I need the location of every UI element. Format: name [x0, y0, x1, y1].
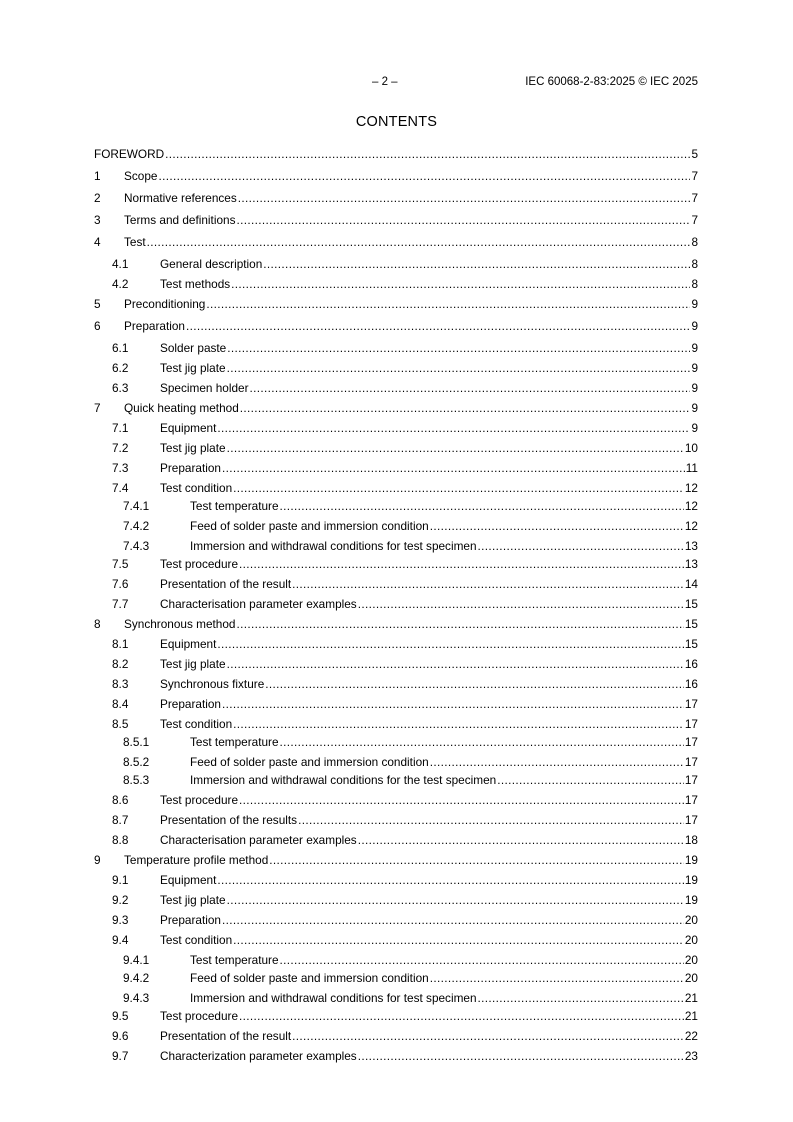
toc-entry-title: Temperature profile method: [124, 853, 269, 867]
toc-entry-title: Test jig plate: [160, 893, 226, 907]
toc-entry-number: 4.1: [112, 257, 129, 271]
toc-entry[interactable]: [94, 675, 698, 691]
dot-leader: [239, 557, 684, 571]
dot-leader: [236, 213, 690, 227]
toc-entry-title: Test jig plate: [160, 361, 226, 375]
toc-entry-title: Test procedure: [160, 557, 239, 571]
page-number: – 2 –: [372, 76, 398, 88]
toc-entry[interactable]: [94, 379, 698, 395]
toc-entry-page: 23: [684, 1049, 698, 1063]
toc-entry-number: 9.2: [112, 893, 129, 907]
toc-entry[interactable]: [94, 1027, 698, 1043]
toc-entry-page: 7: [691, 213, 698, 227]
toc-entry-title: Test jig plate: [160, 441, 226, 455]
toc-entry-number: 6.1: [112, 341, 129, 355]
toc-entry[interactable]: [94, 339, 698, 355]
dot-leader: [227, 657, 684, 671]
toc-entry-title: Test temperature: [190, 499, 279, 513]
toc-entry-number: 7.2: [112, 441, 129, 455]
toc-entry-page: 9: [691, 319, 698, 333]
toc-entry-number: 9: [94, 853, 101, 867]
toc-entry[interactable]: [94, 497, 698, 513]
toc-entry[interactable]: [94, 911, 698, 927]
toc-entry-title: Preparation: [160, 697, 221, 711]
toc-entry-number: 5: [94, 297, 101, 311]
toc-entry-page: 14: [684, 577, 698, 591]
toc-entry-title: Test procedure: [160, 793, 239, 807]
dot-leader: [233, 481, 684, 495]
dot-leader: [239, 793, 684, 807]
toc-entry-title: Immersion and withdrawal conditions for test specimen: [190, 991, 477, 1005]
dot-leader: [186, 319, 690, 333]
toc-entry[interactable]: [94, 695, 698, 711]
toc-entry-page: 7: [691, 169, 698, 183]
toc-entry-number: 7.4.3: [123, 539, 150, 553]
toc-entry-page: 20: [684, 933, 698, 947]
toc-entry-number: 8: [94, 617, 101, 631]
toc-entry-page: 9: [691, 341, 698, 355]
toc-entry-page: 5: [691, 147, 698, 161]
toc-entry[interactable]: [94, 851, 698, 867]
toc-entry-title: Test temperature: [190, 735, 279, 749]
dot-leader: [158, 169, 690, 183]
toc-entry-number: 8.5.1: [123, 735, 150, 749]
toc-entry-number: 4: [94, 235, 101, 249]
page-header: [0, 76, 793, 92]
toc-entry-title: Presentation of the results: [160, 813, 298, 827]
toc-entry-title: Test methods: [160, 277, 231, 291]
toc-entry-number: 9.7: [112, 1049, 129, 1063]
dot-leader: [430, 755, 684, 769]
toc-entry-page: 7: [691, 191, 698, 205]
toc-entry-page: 20: [684, 953, 698, 967]
toc-entry-title: Presentation of the result: [160, 1029, 292, 1043]
toc-entry-number: 7.1: [112, 421, 129, 435]
toc-entry-title: Test condition: [160, 933, 233, 947]
dot-leader: [206, 297, 690, 311]
toc-entry[interactable]: [94, 871, 698, 887]
toc-entry-title: Test: [124, 235, 146, 249]
toc-entry-page: 9: [691, 421, 698, 435]
toc-entry-title: Test procedure: [160, 1009, 239, 1023]
toc-entry-page: 17: [684, 773, 698, 787]
toc-entry-page: 19: [684, 853, 698, 867]
toc-entry[interactable]: [94, 517, 698, 533]
toc-entry-page: 9: [691, 361, 698, 375]
toc-entry[interactable]: [94, 655, 698, 671]
dot-leader: [478, 539, 684, 553]
dot-leader: [292, 577, 684, 591]
toc-entry-number: 4.2: [112, 277, 129, 291]
toc-entry-page: 12: [684, 519, 698, 533]
dot-leader: [217, 637, 683, 651]
toc-entry-number: 9.4: [112, 933, 129, 947]
dot-leader: [280, 953, 684, 967]
toc-entry-title: Preparation: [124, 319, 185, 333]
toc-entry[interactable]: [94, 317, 698, 333]
toc-entry-number: 8.7: [112, 813, 129, 827]
toc-entry-title: Immersion and withdrawal conditions for test specimen: [190, 539, 477, 553]
toc-entry-number: 9.4.3: [123, 991, 150, 1005]
toc-entry-page: 15: [684, 597, 698, 611]
toc-entry-title: Feed of solder paste and immersion condition: [190, 755, 429, 769]
dot-leader: [147, 235, 691, 249]
toc-entry-page: 12: [684, 499, 698, 513]
toc-entry-title: Normative references: [124, 191, 237, 205]
toc-entry[interactable]: [94, 167, 698, 183]
toc-entry-page: 20: [684, 913, 698, 927]
toc-entry-page: 9: [691, 401, 698, 415]
toc-entry-title: Synchronous method: [124, 617, 236, 631]
toc-entry-title: General description: [160, 257, 263, 271]
dot-leader: [269, 853, 684, 867]
toc-entry[interactable]: [94, 575, 698, 591]
dot-leader: [358, 1049, 684, 1063]
toc-entry-title: Preparation: [160, 913, 221, 927]
toc-entry-number: 8.6: [112, 793, 129, 807]
toc-entry-title: Synchronous fixture: [160, 677, 265, 691]
toc-entry-page: 17: [684, 755, 698, 769]
dot-leader: [217, 421, 690, 435]
dot-leader: [165, 147, 690, 161]
toc-entry[interactable]: [94, 733, 698, 749]
dot-leader: [358, 833, 684, 847]
toc-entry-title: Equipment: [160, 421, 217, 435]
toc-entry-number: 7.4: [112, 481, 129, 495]
dot-leader: [222, 697, 684, 711]
toc-entry-page: 15: [684, 617, 698, 631]
toc-entry-page: 20: [684, 971, 698, 985]
toc-entry[interactable]: [94, 419, 698, 435]
dot-leader: [233, 717, 684, 731]
toc-entry-title: Feed of solder paste and immersion condition: [190, 519, 429, 533]
toc-entry-title: Characterization parameter examples: [160, 1049, 357, 1063]
toc-entry[interactable]: [94, 189, 698, 205]
toc-entry-page: 16: [684, 657, 698, 671]
toc-entry-title: FOREWORD: [94, 147, 165, 161]
toc-entry[interactable]: [94, 1007, 698, 1023]
dot-leader: [222, 461, 685, 475]
toc-entry-number: 3: [94, 213, 101, 227]
toc-entry-page: 9: [691, 381, 698, 395]
dot-leader: [265, 677, 684, 691]
dot-leader: [430, 519, 684, 533]
toc-entry[interactable]: [94, 439, 698, 455]
toc-entry-page: 15: [684, 637, 698, 651]
toc-entry[interactable]: [94, 555, 698, 571]
toc-entry-page: 21: [684, 991, 698, 1005]
toc-entry-title: Quick heating method: [124, 401, 239, 415]
toc-entry-number: 9.6: [112, 1029, 129, 1043]
toc-entry-title: Specimen holder: [160, 381, 249, 395]
toc-entry-number: 7: [94, 401, 101, 415]
dot-leader: [240, 401, 691, 415]
toc-entry-title: Test condition: [160, 717, 233, 731]
toc-entry-number: 8.5.2: [123, 755, 150, 769]
toc-entry-page: 19: [684, 893, 698, 907]
toc-entry-number: 8.3: [112, 677, 129, 691]
toc-entry-number: 9.4.2: [123, 971, 150, 985]
toc-entry-number: 9.5: [112, 1009, 129, 1023]
toc-entry-page: 13: [684, 557, 698, 571]
toc-entry-number: 7.4.2: [123, 519, 150, 533]
toc-entry-number: 9.3: [112, 913, 129, 927]
toc-entry[interactable]: [94, 635, 698, 651]
toc-entry-page: 11: [685, 461, 698, 475]
toc-entry-page: 8: [691, 235, 698, 249]
toc-entry-page: 17: [684, 813, 698, 827]
toc-entry-page: 13: [684, 539, 698, 553]
toc-entry-title: Preconditioning: [124, 297, 206, 311]
toc-entry-title: Equipment: [160, 873, 217, 887]
toc-entry-page: 17: [684, 697, 698, 711]
dot-leader: [263, 257, 690, 271]
toc-entry-number: 8.8: [112, 833, 129, 847]
dot-leader: [222, 913, 684, 927]
dot-leader: [227, 361, 691, 375]
dot-leader: [358, 597, 684, 611]
toc-entry[interactable]: [94, 359, 698, 375]
toc-entry-number: 8.5.3: [123, 773, 150, 787]
toc-entry-page: 8: [691, 257, 698, 271]
toc-entry-title: Scope: [124, 169, 158, 183]
toc-entry-page: 21: [684, 1009, 698, 1023]
toc-entry-page: 8: [691, 277, 698, 291]
toc-entry-page: 9: [691, 297, 698, 311]
toc-entry[interactable]: [94, 811, 698, 827]
toc-entry[interactable]: [94, 931, 698, 947]
toc-entry[interactable]: [94, 211, 698, 227]
dot-leader: [280, 499, 684, 513]
toc-entry-number: 9.4.1: [123, 953, 150, 967]
dot-leader: [292, 1029, 684, 1043]
toc-entry-page: 17: [684, 735, 698, 749]
toc-entry-title: Test jig plate: [160, 657, 226, 671]
toc-entry-page: 18: [684, 833, 698, 847]
toc-entry[interactable]: [94, 295, 698, 311]
toc-entry[interactable]: [94, 771, 698, 787]
toc-entry-number: 8.2: [112, 657, 129, 671]
toc-entry-title: Presentation of the result: [160, 577, 292, 591]
toc-entry-number: 7.4.1: [123, 499, 150, 513]
dot-leader: [250, 381, 691, 395]
toc-entry-number: 7.3: [112, 461, 129, 475]
toc-entry-title: Immersion and withdrawal conditions for the test specimen: [190, 773, 497, 787]
toc-entry-page: 16: [684, 677, 698, 691]
toc-entry[interactable]: [94, 753, 698, 769]
toc-entry[interactable]: [94, 715, 698, 731]
toc-entry[interactable]: [94, 595, 698, 611]
toc-entry[interactable]: [94, 891, 698, 907]
toc-entry[interactable]: [94, 831, 698, 847]
toc-entry-title: Test condition: [160, 481, 233, 495]
toc-entry[interactable]: [94, 537, 698, 553]
dot-leader: [497, 773, 684, 787]
toc-entry-number: 6: [94, 319, 101, 333]
standard-reference: IEC 60068-2-83:2025 © IEC 2025: [525, 76, 698, 88]
toc-entry[interactable]: [94, 1047, 698, 1063]
toc-entry[interactable]: [94, 479, 698, 495]
toc-entry[interactable]: [94, 951, 698, 967]
toc-entry[interactable]: [94, 989, 698, 1005]
dot-leader: [280, 735, 684, 749]
toc-entry-title: Terms and definitions: [124, 213, 236, 227]
toc-entry-number: 8.5: [112, 717, 129, 731]
dot-leader: [233, 933, 684, 947]
toc-entry-number: 8.4: [112, 697, 129, 711]
toc-entry[interactable]: [94, 145, 698, 161]
toc-entry-title: Feed of solder paste and immersion condition: [190, 971, 429, 985]
dot-leader: [227, 341, 690, 355]
dot-leader: [430, 971, 684, 985]
toc-entry-page: 12: [684, 481, 698, 495]
dot-leader: [478, 991, 684, 1005]
dot-leader: [227, 893, 684, 907]
toc-entry-title: Test temperature: [190, 953, 279, 967]
toc-entry-number: 7.6: [112, 577, 129, 591]
toc-entry[interactable]: [94, 275, 698, 291]
toc-entry-page: 17: [684, 793, 698, 807]
toc-entry-number: 7.7: [112, 597, 129, 611]
toc-entry-title: Preparation: [160, 461, 221, 475]
toc-entry-title: Equipment: [160, 637, 217, 651]
toc-entry[interactable]: [94, 399, 698, 415]
toc-entry-page: 19: [684, 873, 698, 887]
toc-entry[interactable]: [94, 255, 698, 271]
toc-entry[interactable]: [94, 969, 698, 985]
toc-entry-title: Characterisation parameter examples: [160, 833, 357, 847]
dot-leader: [217, 873, 683, 887]
toc-entry-page: 10: [684, 441, 698, 455]
toc-entry-number: 2: [94, 191, 101, 205]
page-title: CONTENTS: [355, 114, 438, 130]
toc-entry-title: Solder paste: [160, 341, 227, 355]
toc-entry-number: 8.1: [112, 637, 129, 651]
toc-entry-page: 22: [684, 1029, 698, 1043]
toc-entry[interactable]: [94, 615, 698, 631]
dot-leader: [298, 813, 684, 827]
toc-entry-number: 7.5: [112, 557, 129, 571]
dot-leader: [231, 277, 690, 291]
dot-leader: [238, 191, 691, 205]
toc-entry[interactable]: [94, 791, 698, 807]
toc-entry-number: 6.2: [112, 361, 129, 375]
dot-leader: [227, 441, 684, 455]
toc-entry-title: Characterisation parameter examples: [160, 597, 357, 611]
toc-entry[interactable]: [94, 459, 698, 475]
toc-entry-number: 1: [94, 169, 101, 183]
toc-entry-number: 6.3: [112, 381, 129, 395]
dot-leader: [239, 1009, 684, 1023]
toc-entry-page: 17: [684, 717, 698, 731]
toc-entry-number: 9.1: [112, 873, 129, 887]
toc-entry[interactable]: [94, 233, 698, 249]
dot-leader: [236, 617, 683, 631]
